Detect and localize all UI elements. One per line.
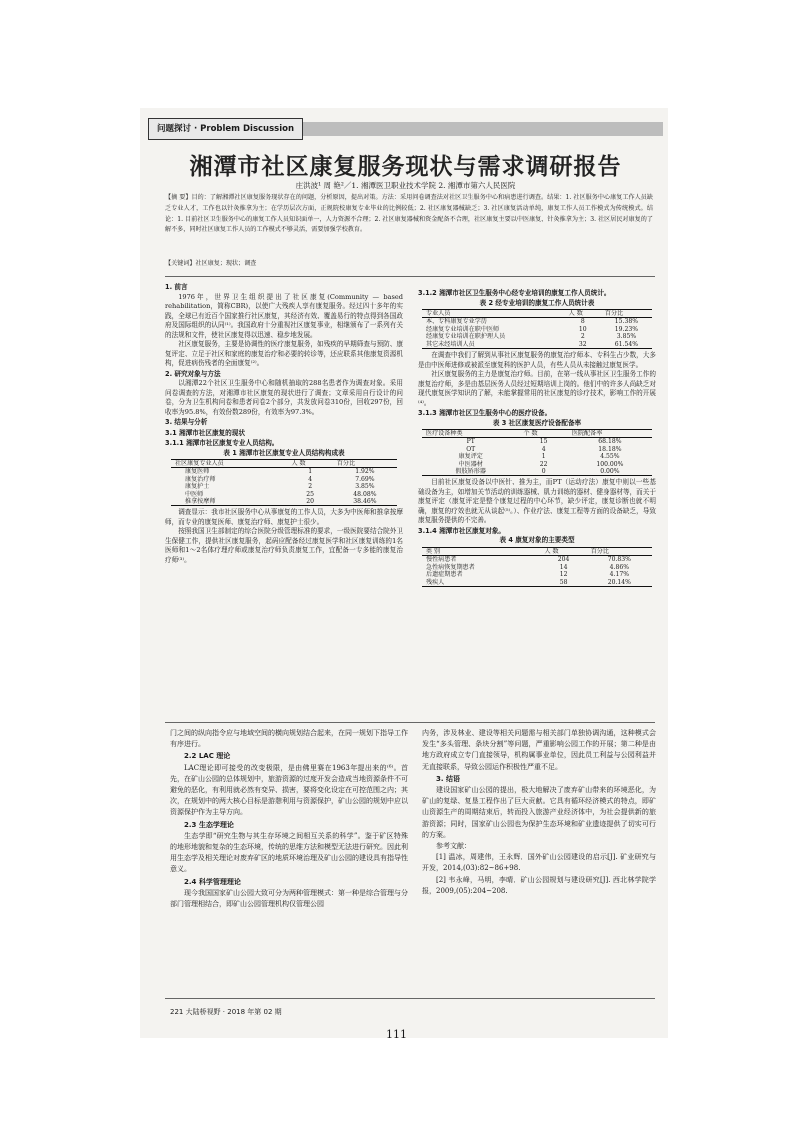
table-header: 专业人员 bbox=[422, 310, 565, 318]
table-caption: 表 1 湘潭市社区康复专业人员结构构成表 bbox=[223, 448, 345, 457]
footer-divider bbox=[165, 998, 655, 999]
section-heading: 2. 研究对象与方法 bbox=[165, 369, 221, 378]
table-1 bbox=[171, 459, 397, 506]
table-header: 社区康复专业人员 bbox=[171, 460, 287, 468]
subsection-heading: 2.3 生态学理论 bbox=[184, 820, 234, 829]
table-header: 医疗设备种类 bbox=[422, 430, 519, 438]
table-cell: 0 bbox=[519, 468, 567, 476]
table-cell: 58 bbox=[541, 579, 587, 587]
table-cell: 康复医师 bbox=[185, 468, 210, 476]
page-number: 111 bbox=[386, 1028, 407, 1041]
table-header: 百分比 bbox=[601, 310, 652, 318]
article-authors: 庄洪波¹ 周 艳²／1. 湘潭医卫职业技术学院 2. 湘潭市第六人民医院 bbox=[295, 181, 516, 190]
bottom-left-column bbox=[170, 728, 408, 910]
table-cell: 3.85% bbox=[355, 483, 375, 491]
table-cell: 1 bbox=[308, 468, 313, 476]
table-cell: 2 bbox=[308, 483, 313, 491]
table-cell: 32 bbox=[565, 341, 601, 349]
table-cell: 22 bbox=[539, 460, 548, 468]
table-header: 医院配备率 bbox=[568, 430, 652, 438]
table-4 bbox=[422, 547, 652, 587]
table-row bbox=[422, 468, 652, 476]
table-header: 百分比 bbox=[587, 547, 652, 555]
reference-item: [2] 韦永峰，马明，李晴．矿山公园规划与建设研究[J]. 西北林学院学报，2009,(05):204~208. bbox=[422, 875, 656, 895]
references-title: 参考文献： bbox=[436, 842, 471, 851]
table-cell: PT bbox=[466, 438, 475, 446]
table-caption: 表 4 康复对象的主要类型 bbox=[499, 536, 575, 545]
table-cell: 20.14% bbox=[587, 579, 652, 587]
table-cell: 中医师 bbox=[185, 490, 204, 498]
table-row bbox=[422, 571, 652, 578]
table-cell: 4.55% bbox=[600, 453, 620, 461]
table-cell: 61.54% bbox=[601, 341, 652, 349]
subsection-heading: 3.1.3 湘潭市社区卫生服务中心的医疗设备。 bbox=[418, 409, 552, 418]
table-cell: 70.83% bbox=[607, 556, 631, 564]
subsection-heading: 3.1 湘潭市社区康复的现状 bbox=[165, 428, 245, 437]
table-cell: 100.00% bbox=[596, 460, 624, 468]
journal-footer: 221 大陆桥视野 · 2018 年第 02 期 bbox=[170, 1008, 282, 1016]
section-heading: 1. 前言 bbox=[165, 283, 188, 291]
table-cell: 慢性病患者 bbox=[426, 556, 457, 564]
table-caption: 表 2 经专业培训的康复工作人员统计表 bbox=[479, 298, 595, 307]
table-cell: 残疾人 bbox=[422, 579, 541, 587]
reference-item: [1] 温冰，周建伟，王永辉．国外矿山公园建设的启示[J]. 矿业研究与开发，2014,(03):82~86+98. bbox=[422, 853, 656, 873]
table-cell: 15 bbox=[539, 438, 548, 446]
paragraph: 调查显示：我市社区服务中心从事康复的工作人员，大多为中医师和推拿按摩师，而专业的康复医师、康复治疗师、康复护士很少。 bbox=[165, 508, 403, 526]
table-cell: 康复治疗师 bbox=[185, 475, 216, 483]
table-3 bbox=[422, 429, 652, 476]
table-cell: 急性病恢复期患者 bbox=[426, 563, 475, 571]
table-header: 百分比 bbox=[333, 460, 397, 468]
table-cell: 0.00% bbox=[568, 468, 652, 476]
paragraph: LAC理论即可接受的改变极限，是由佛里赛在1963年提出来的⁽⁶⁾。首先，在矿山公园的总体规划中，旅游资源的过度开发会造成当地资源条件不可避免的恶化，有利用就必然有变异、损害，要将变化设定在可控范围之内；其次，在规划中的两大核心目标是游憩利用与资源保护，矿山公园的规划中应以资源保护作为主导方向。 bbox=[170, 763, 408, 817]
table-cell: 中医器材 bbox=[458, 460, 483, 468]
table-cell: 12 bbox=[559, 571, 568, 579]
table-cell: 68.18% bbox=[598, 438, 622, 446]
subsection-heading: 2.2 LAC 理论 bbox=[184, 752, 231, 761]
table-cell: 其它未经培训人员 bbox=[422, 341, 565, 349]
left-column bbox=[165, 282, 403, 565]
table-cell: OT bbox=[466, 445, 476, 453]
table-header: 类 别 bbox=[422, 547, 541, 555]
subsection-heading: 3.1.4 湘潭市社区康复对象。 bbox=[418, 526, 506, 535]
table-cell: 4.86% bbox=[609, 563, 630, 571]
table-cell: 4 bbox=[541, 445, 546, 453]
table-cell: 20 bbox=[287, 498, 332, 506]
paragraph: 目前社区康复设备以中医针、推为主，而PT（运动疗法）康复中则以一些基础设备为主，如增加关节活动的训练器械、肌力训练的器材、健身器材等，而关于康复评定（康复评定是整个康复过程的中心环节，缺少评定，康复诊断也就不明确，康复的疗效也就无从谈起⁽⁵⁾。）、作业疗法、康复工程等方面的设备缺乏，导致康复服务提供的不完善。 bbox=[418, 478, 656, 525]
paragraph: 现今我国国家矿山公园大致可分为两种管理模式：第一种是综合管理与分部门管理相结合，即矿山公园管理机构仅管理公园 bbox=[170, 888, 408, 909]
table-cell: 假肢矫形器 bbox=[422, 468, 519, 476]
paragraph: 门之间的纵向指令应与地域空间的横向规划结合起来，在同一规划下指导工作有序进行。 bbox=[170, 729, 408, 749]
table-row bbox=[171, 491, 397, 498]
table-row bbox=[422, 333, 652, 340]
table-caption: 表 3 社区康复医疗设备配备率 bbox=[492, 418, 582, 427]
table-cell: 经康复专业培训在职护理人员 bbox=[426, 333, 506, 341]
paragraph: 1976年，世界卫生组织提出了社区康复(Community — based rehabilitation，简称CBR)，以使广大残疾人享有康复服务。经过四十多年的实践，全球已有近百个国家推行社区康复，其经济有效、覆盖易行的特点得到各国政府及国际组织的认同⁽¹⁾。我国政府十分重视社区康复事业，相继颁布了一系列有关的法规和文件，使社区康复得以迅速、稳步地发展。 bbox=[165, 292, 403, 339]
table-cell: 4.17% bbox=[609, 571, 630, 579]
subsection-heading: 2.4 科学管理理论 bbox=[184, 877, 241, 886]
subsection-heading: 3.1.2 湘潭市社区卫生服务中心经专业培训的康复工作人员统计。 bbox=[418, 289, 611, 297]
table-cell: 经康复专业培训在职中医师 bbox=[426, 325, 500, 333]
table-cell: 康复评定 bbox=[458, 453, 483, 461]
table-row bbox=[422, 318, 652, 326]
table-cell: 8 bbox=[580, 318, 585, 326]
paragraph: 按照我国卫生部制定的综合医院分级管理标准的要求，一级医院要结合院外卫生保健工作，提供社区康复服务，起码应配备经过康复医学和社区康复训练的1名医师和1～2名体疗理疗师或康复治疗师负责康复工作，宜配备一专多能的康复治疗师⁽³⁾。 bbox=[165, 527, 403, 564]
table-row bbox=[422, 446, 652, 453]
table-cell: 7.69% bbox=[355, 475, 375, 483]
table-row bbox=[422, 341, 652, 349]
table-row bbox=[422, 461, 652, 468]
table-cell: 38.46% bbox=[333, 498, 397, 506]
paragraph: 内务，涉及林业、建设等相关问题需与相关部门单独协调沟通，这种模式会发生“多头管理、条块分割”等问题，严重影响公园工作的开展；第二种是由地方政府成立专门直接领导，机构属事业单位，因此员工利益与公园利益并无直接联系，导致公园运作积极性严重不足。 bbox=[422, 729, 656, 771]
article-title: 湘潭市社区康复服务现状与需求调研报告 bbox=[189, 154, 622, 180]
table-row bbox=[171, 483, 397, 490]
table-cell: 204 bbox=[557, 556, 570, 564]
paragraph: 在调查中我们了解到从事社区康复服务的康复治疗师本、专科生占少数，大多是由中医师进修或被派至康复科的医护人员，有些人员从未接触过康复医学。 bbox=[418, 351, 656, 369]
table-cell: 25 bbox=[306, 490, 315, 498]
abstract: 【摘 要】目的：了解湘潭社区康复服务现状存在的问题，分析原因，提出对策。方法：采用问卷调查法对社区卫生服务中心和病患进行调查。结果：1. 社区服务中心康复工作人员缺乏专业人才，工作也以针灸推拿为主；在学历层次方面，正规院校康复专业毕业的比例较低；2. 社区康复器械缺乏；3. 社区康复活动单纯，康复工作人员工作模式为传统模式。结论：1. 目前社区卫生服务中心的康复工作人员知识面单一，人力资源不合理；2. 社区康复器械和资金配备不合理，社区康复主要以中医康复、针灸推拿为主；3. 社区居民对康复的了解不多，同时社区康复工作人员的工作模式不够灵活，需要加强学校教育。 bbox=[165, 194, 653, 234]
table-header: 人 数 bbox=[565, 310, 601, 318]
table-header: 人 数 bbox=[541, 547, 587, 555]
table-cell: 48.08% bbox=[353, 490, 377, 498]
table-cell: 后遗症期患者 bbox=[426, 571, 463, 579]
table-cell: 1 bbox=[541, 453, 546, 461]
table-cell: 1.92% bbox=[355, 468, 375, 476]
table-cell: 2 bbox=[580, 333, 585, 341]
table-row bbox=[171, 498, 397, 506]
right-column bbox=[418, 288, 656, 589]
table-cell: 本、专科康复专业学历 bbox=[426, 318, 487, 326]
table-cell: 3.85% bbox=[616, 333, 637, 341]
table-row bbox=[422, 453, 652, 460]
paragraph: 社区康复服务的主力是康复治疗师。目前，在第一线从事社区卫生服务工作的康复治疗师，多是由基层医务人员经过短期培训上岗的。他们中的许多人尚缺乏对现代康复医学知识的了解，未能掌握常用的社区康复的诊疗技术，影响工作的开展⁽⁴⁾。 bbox=[418, 370, 656, 407]
table-row bbox=[171, 468, 397, 476]
paragraph: 以湘潭22个社区卫生服务中心和随机抽取的288名患者作为调查对象。采用问卷调查的方法，对湘潭市社区康复的现状进行了调查；文章采用自行设计的问卷，分为卫生机构问卷和患者问卷2个部分，共发放问卷310份，回收297份，回收率为95.8%，有效份数289份，有效率为97.3%。 bbox=[165, 379, 403, 416]
table-header: 个 数 bbox=[519, 430, 567, 438]
paragraph: 生态学即“研究生物与其生存环境之间相互关系的科学”。鉴于矿区特殊的地形地貌和复杂的生态环境，传统的思维方法和模型无法进行研究。因此利用生态学及相关理论对废弃矿区的地质环境治理及矿山公园的建设具有指导性意义。 bbox=[170, 831, 408, 874]
table-cell: 18.18% bbox=[598, 445, 622, 453]
table-cell: 14 bbox=[559, 563, 568, 571]
subsection-heading: 3.1.1 湘潭市社区康复专业人员结构。 bbox=[165, 439, 279, 447]
section-label: 问题探讨 · Problem Discussion bbox=[148, 118, 303, 140]
table-cell: 15.38% bbox=[614, 318, 639, 326]
table-cell: 10 bbox=[578, 325, 587, 333]
table-cell: 4 bbox=[308, 475, 313, 483]
section-heading: 3. 结果与分析 bbox=[165, 418, 208, 426]
keywords: 【关键词】社区康复；现状；调查 bbox=[165, 260, 257, 267]
table-row bbox=[422, 579, 652, 587]
paragraph: 建设国家矿山公园的提出，极大地解决了废弃矿山带来的环境恶化，为矿山的复绿、复垦工程作出了巨大贡献。它具有循环经济模式的特点，即矿山资源生产的周期结束后，转而投入旅游产业经济体中，为社会提供新的旅游资源；同时，国家矿山公园也为保护生态环境和矿业遗迹提供了切实可行的方案。 bbox=[422, 786, 656, 839]
bottom-right-column bbox=[422, 728, 656, 897]
section-header bbox=[148, 118, 663, 140]
table-cell: 康复护士 bbox=[185, 483, 210, 491]
table-row bbox=[422, 556, 652, 564]
paragraph: 社区康复服务，主要是协调性的医疗康复服务，如残疾的早期筛查与预防、康复评定、立足于社区和家庭的康复治疗和必要的转诊等，还应联系其他康复资源机构，促进病伤残者的全面康复⁽²⁾。 bbox=[165, 340, 403, 367]
table-row bbox=[422, 438, 652, 446]
table-header: 人 数 bbox=[287, 460, 332, 468]
middle-divider bbox=[165, 722, 655, 723]
top-divider bbox=[165, 276, 655, 277]
table-cell: 推拿按摩师 bbox=[171, 498, 287, 506]
section-heading: 3. 结语 bbox=[436, 774, 460, 783]
table-2 bbox=[422, 309, 652, 349]
table-cell: 19.23% bbox=[614, 325, 639, 333]
